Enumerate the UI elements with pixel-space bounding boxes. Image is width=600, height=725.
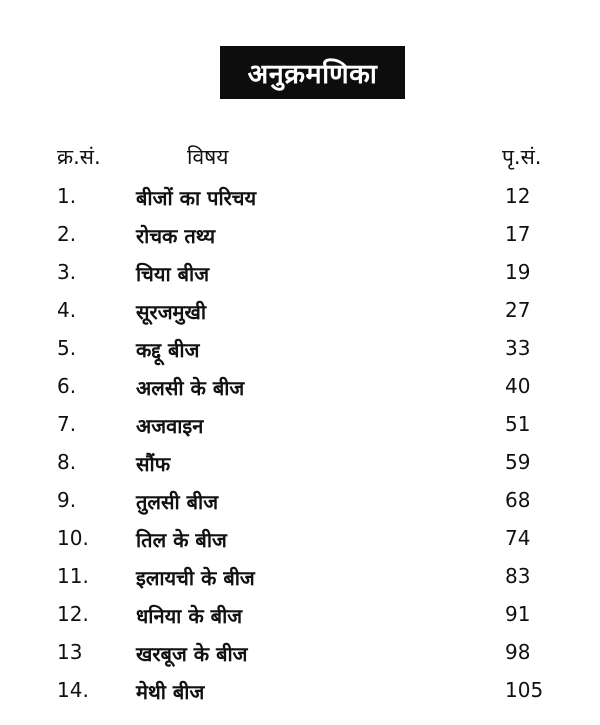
toc-entry <box>0 184 600 222</box>
toc-entry <box>0 640 600 678</box>
entry-page: 19 <box>505 260 531 284</box>
entry-number: 5. <box>57 336 77 360</box>
entry-number: 4. <box>57 298 77 322</box>
entry-topic: धनिया के बीज <box>136 604 243 628</box>
entry-topic: चिया बीज <box>136 262 210 286</box>
entry-number: 1. <box>57 184 77 208</box>
entry-number: 9. <box>57 488 77 512</box>
entry-topic: अलसी के बीज <box>136 376 245 400</box>
entry-page: 40 <box>505 374 531 398</box>
entry-page: 59 <box>505 450 531 474</box>
entry-page: 83 <box>505 564 531 588</box>
toc-entry <box>0 374 600 412</box>
entry-topic: मेथी बीज <box>136 680 205 704</box>
entry-topic: तुलसी बीज <box>136 490 219 514</box>
entry-page: 68 <box>505 488 531 512</box>
entry-topic: तिल के बीज <box>136 528 227 552</box>
entry-number: 14. <box>57 678 89 702</box>
entry-number: 13 <box>57 640 83 664</box>
entry-number: 12. <box>57 602 89 626</box>
entry-page: 17 <box>505 222 531 246</box>
entry-number: 3. <box>57 260 77 284</box>
entry-number: 11. <box>57 564 89 588</box>
entry-number: 6. <box>57 374 77 398</box>
toc-entry <box>0 298 600 336</box>
entry-page: 27 <box>505 298 531 322</box>
entry-page: 51 <box>505 412 531 436</box>
toc-entry <box>0 526 600 564</box>
entry-page: 12 <box>505 184 531 208</box>
header-page: पृ.सं. <box>502 145 542 169</box>
entry-topic: इलायची के बीज <box>136 566 255 590</box>
header-topic: विषय <box>187 145 229 169</box>
entry-page: 33 <box>505 336 531 360</box>
entry-topic: कद्दू बीज <box>136 338 200 362</box>
entry-topic: खरबूज के बीज <box>136 642 248 666</box>
entry-number: 8. <box>57 450 77 474</box>
toc-entry <box>0 412 600 450</box>
entry-number: 7. <box>57 412 77 436</box>
toc-entry <box>0 602 600 640</box>
entry-topic: रोचक तथ्य <box>136 224 216 248</box>
toc-entry <box>0 488 600 526</box>
toc-entry <box>0 336 600 374</box>
entry-page: 105 <box>505 678 544 702</box>
entry-topic: अजवाइन <box>136 414 204 438</box>
toc-entry <box>0 450 600 488</box>
entry-page: 91 <box>505 602 531 626</box>
page-title: अनुक्रमणिका <box>247 59 378 90</box>
header-number: क्र.सं. <box>57 145 101 169</box>
entry-topic: सूरजमुखी <box>136 300 207 324</box>
toc-entry <box>0 564 600 602</box>
toc-entry <box>0 260 600 298</box>
entry-topic: सौंफ <box>136 452 171 476</box>
entry-topic: बीजों का परिचय <box>136 186 257 210</box>
entry-page: 74 <box>505 526 531 550</box>
entry-number: 10. <box>57 526 89 550</box>
entry-number: 2. <box>57 222 77 246</box>
toc-entry <box>0 222 600 260</box>
entry-page: 98 <box>505 640 531 664</box>
toc-entry <box>0 678 600 716</box>
